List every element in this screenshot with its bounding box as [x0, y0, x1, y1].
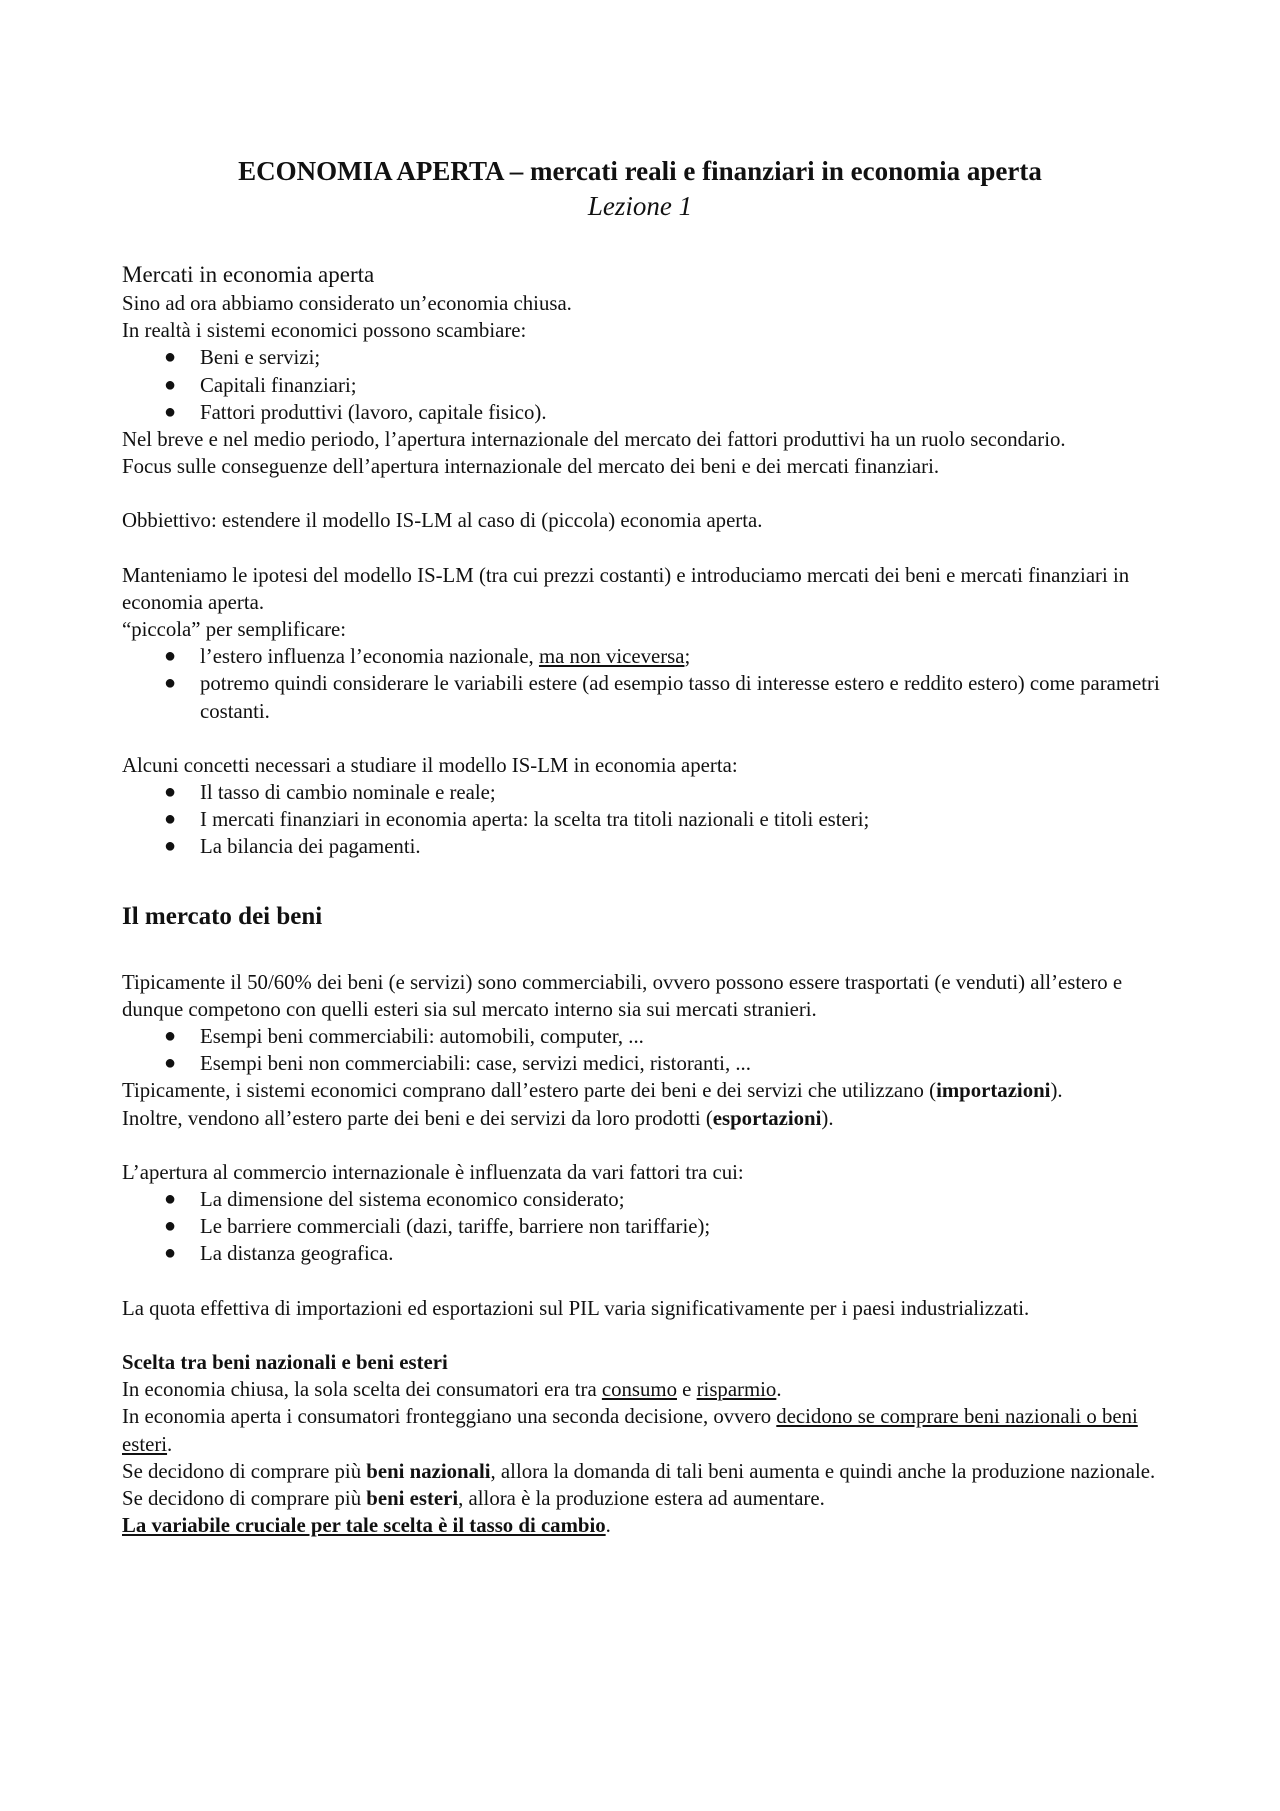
list-item — [122, 1023, 1172, 1050]
paragraph: Tipicamente il 50/60% dei beni (e servizi) sono commerciabili, ovvero possono essere trasportati (e venduti) all’estero e dunque competono con quelli esteri sia sul mercato interno sia sui mercati stranieri. — [122, 970, 1123, 1021]
bold-term: beni nazionali — [366, 1459, 491, 1483]
list-item-text: La dimensione del sistema economico considerato; — [200, 1188, 625, 1212]
paragraph-text: ). — [821, 1106, 834, 1130]
list-item-text: Il tasso di cambio nominale e reale; — [200, 781, 496, 805]
paragraph-text: Se decidono di comprare più — [122, 1459, 367, 1483]
paragraph — [122, 1485, 1172, 1512]
paragraph-text: Tipicamente, i sistemi economici comprano dall’estero parte dei beni e dei servizi che utilizzano ( — [122, 1079, 937, 1103]
bullet-list-esempi — [122, 1023, 1172, 1077]
paragraph-text: , allora la domanda di tali beni aumenta e quindi anche la produzione nazionale. — [490, 1459, 1156, 1483]
paragraph — [122, 1403, 1172, 1457]
paragraph: In realtà i sistemi economici possono scambiare: — [122, 319, 527, 343]
list-item — [122, 643, 1172, 670]
list-item-text: ; — [684, 645, 691, 669]
list-item — [122, 344, 1172, 371]
underlined-text: decidono se comprare beni nazionali o beni esteri — [122, 1405, 1138, 1456]
paragraph-text: . — [605, 1514, 611, 1538]
bullet-icon: ● — [164, 1052, 177, 1075]
bullet-list-fattori — [122, 1186, 1172, 1268]
paragraph-text: Se decidono di comprare più — [122, 1486, 367, 1510]
paragraph-objective: Obbiettivo: estendere il modello IS-LM al caso di (piccola) economia aperta. — [122, 509, 763, 533]
bullet-icon: ● — [164, 672, 177, 695]
bullet-icon: ● — [164, 1025, 177, 1048]
underlined-text: risparmio — [696, 1378, 777, 1402]
paragraph-text: Inoltre, vendono all’estero parte dei beni e dei servizi da loro prodotti ( — [122, 1106, 713, 1130]
list-item-text: Beni e servizi; — [200, 346, 321, 370]
bullet-list-piccola — [122, 643, 1172, 725]
bold-term: beni esteri — [366, 1486, 459, 1510]
list-item — [122, 779, 1172, 806]
section-heading-mercati: Mercati in economia aperta — [122, 262, 375, 287]
list-item-text: Fattori produttivi (lavoro, capitale fisico). — [200, 400, 547, 424]
document-title: ECONOMIA APERTA – mercati reali e finanziari in economia aperta — [238, 156, 1042, 186]
paragraph — [122, 1376, 1172, 1403]
bullet-icon: ● — [164, 1242, 177, 1265]
bullet-icon: ● — [164, 645, 177, 668]
list-item-text: I mercati finanziari in economia aperta: la scelta tra titoli nazionali e titoli esteri; — [200, 808, 870, 832]
bold-term: esportazioni — [712, 1106, 822, 1130]
paragraph: Alcuni concetti necessari a studiare il modello IS-LM in economia aperta: — [122, 753, 738, 777]
list-item — [122, 670, 1172, 724]
bullet-icon: ● — [164, 373, 177, 396]
bold-underlined-text: La variabile cruciale per tale scelta è il tasso di cambio — [122, 1514, 606, 1538]
list-item — [122, 1240, 1172, 1267]
list-item-text: Capitali finanziari; — [200, 373, 357, 397]
bullet-icon: ● — [164, 1215, 177, 1238]
underlined-text: ma non viceversa — [538, 645, 685, 669]
list-item — [122, 399, 1172, 426]
paragraph-text: . — [776, 1378, 782, 1402]
bullet-icon: ● — [164, 346, 177, 369]
paragraph: Sino ad ora abbiamo considerato un’economia chiusa. — [122, 292, 572, 315]
paragraph-text: In economia chiusa, la sola scelta dei consumatori era tra — [122, 1378, 602, 1402]
paragraph-text: , allora è la produzione estera ad aumentare. — [458, 1486, 825, 1510]
list-item-text: La bilancia dei pagamenti. — [200, 835, 421, 859]
paragraph-text: e — [676, 1378, 697, 1402]
list-item — [122, 1050, 1172, 1077]
underlined-text: consumo — [601, 1378, 677, 1402]
bold-term: importazioni — [936, 1079, 1051, 1103]
paragraph: Manteniamo le ipotesi del modello IS-LM (tra cui prezzi costanti) e introduciamo mercati dei beni e mercati finanziari in economia aperta. — [122, 563, 1130, 614]
bullet-list-concetti — [122, 779, 1172, 861]
bullet-icon: ● — [164, 1188, 177, 1211]
list-item-text: potremo quindi considerare le variabili estere (ad esempio tasso di interesse estero e reddito estero) come parametri costanti. — [200, 672, 1160, 723]
bullet-icon: ● — [164, 400, 177, 423]
paragraph: Focus sulle conseguenze dell’apertura internazionale del mercato dei beni e dei mercati finanziari. — [122, 455, 940, 479]
list-item — [122, 806, 1172, 833]
paragraph-importazioni — [122, 1077, 1172, 1104]
list-item-text: La distanza geografica. — [200, 1242, 394, 1266]
bullet-icon: ● — [164, 781, 177, 804]
paragraph: “piccola” per semplificare: — [122, 618, 347, 642]
list-item — [122, 1213, 1172, 1240]
subsection-heading-scelta: Scelta tra beni nazionali e beni esteri — [122, 1350, 448, 1374]
paragraph-text: In economia aperta i consumatori fronteggiano una seconda decisione, ovvero — [122, 1405, 777, 1429]
list-item — [122, 1186, 1172, 1213]
document-body — [122, 260, 1172, 1539]
list-item-text: Esempi beni non commerciabili: case, servizi medici, ristoranti, ... — [200, 1052, 751, 1076]
document-subtitle: Lezione 1 — [587, 191, 693, 221]
paragraph-esportazioni — [122, 1105, 1172, 1132]
list-item — [122, 372, 1172, 399]
paragraph-key-statement — [122, 1512, 1172, 1539]
paragraph: L’apertura al commercio internazionale è influenzata da vari fattori tra cui: — [122, 1160, 744, 1184]
paragraph: Nel breve e nel medio periodo, l’apertura internazionale del mercato dei fattori produttivi ha un ruolo secondario. — [122, 428, 1066, 452]
bullet-icon: ● — [164, 808, 177, 831]
section-heading-mercato-beni: Il mercato dei beni — [122, 902, 323, 930]
paragraph-text: ). — [1050, 1079, 1063, 1103]
list-item-text: Le barriere commerciali (dazi, tariffe, barriere non tariffarie); — [200, 1215, 711, 1239]
title-block — [0, 154, 1280, 224]
bullet-icon: ● — [164, 835, 177, 858]
list-item — [122, 833, 1172, 860]
paragraph-text: . — [167, 1432, 173, 1456]
list-item-text: Esempi beni commerciabili: automobili, computer, ... — [200, 1025, 644, 1049]
paragraph — [122, 1458, 1172, 1485]
bullet-list-scambi — [122, 344, 1172, 426]
paragraph: La quota effettiva di importazioni ed esportazioni sul PIL varia significativamente per i paesi industrializzati. — [122, 1296, 1030, 1320]
list-item-text: l’estero influenza l’economia nazionale, — [200, 645, 539, 669]
